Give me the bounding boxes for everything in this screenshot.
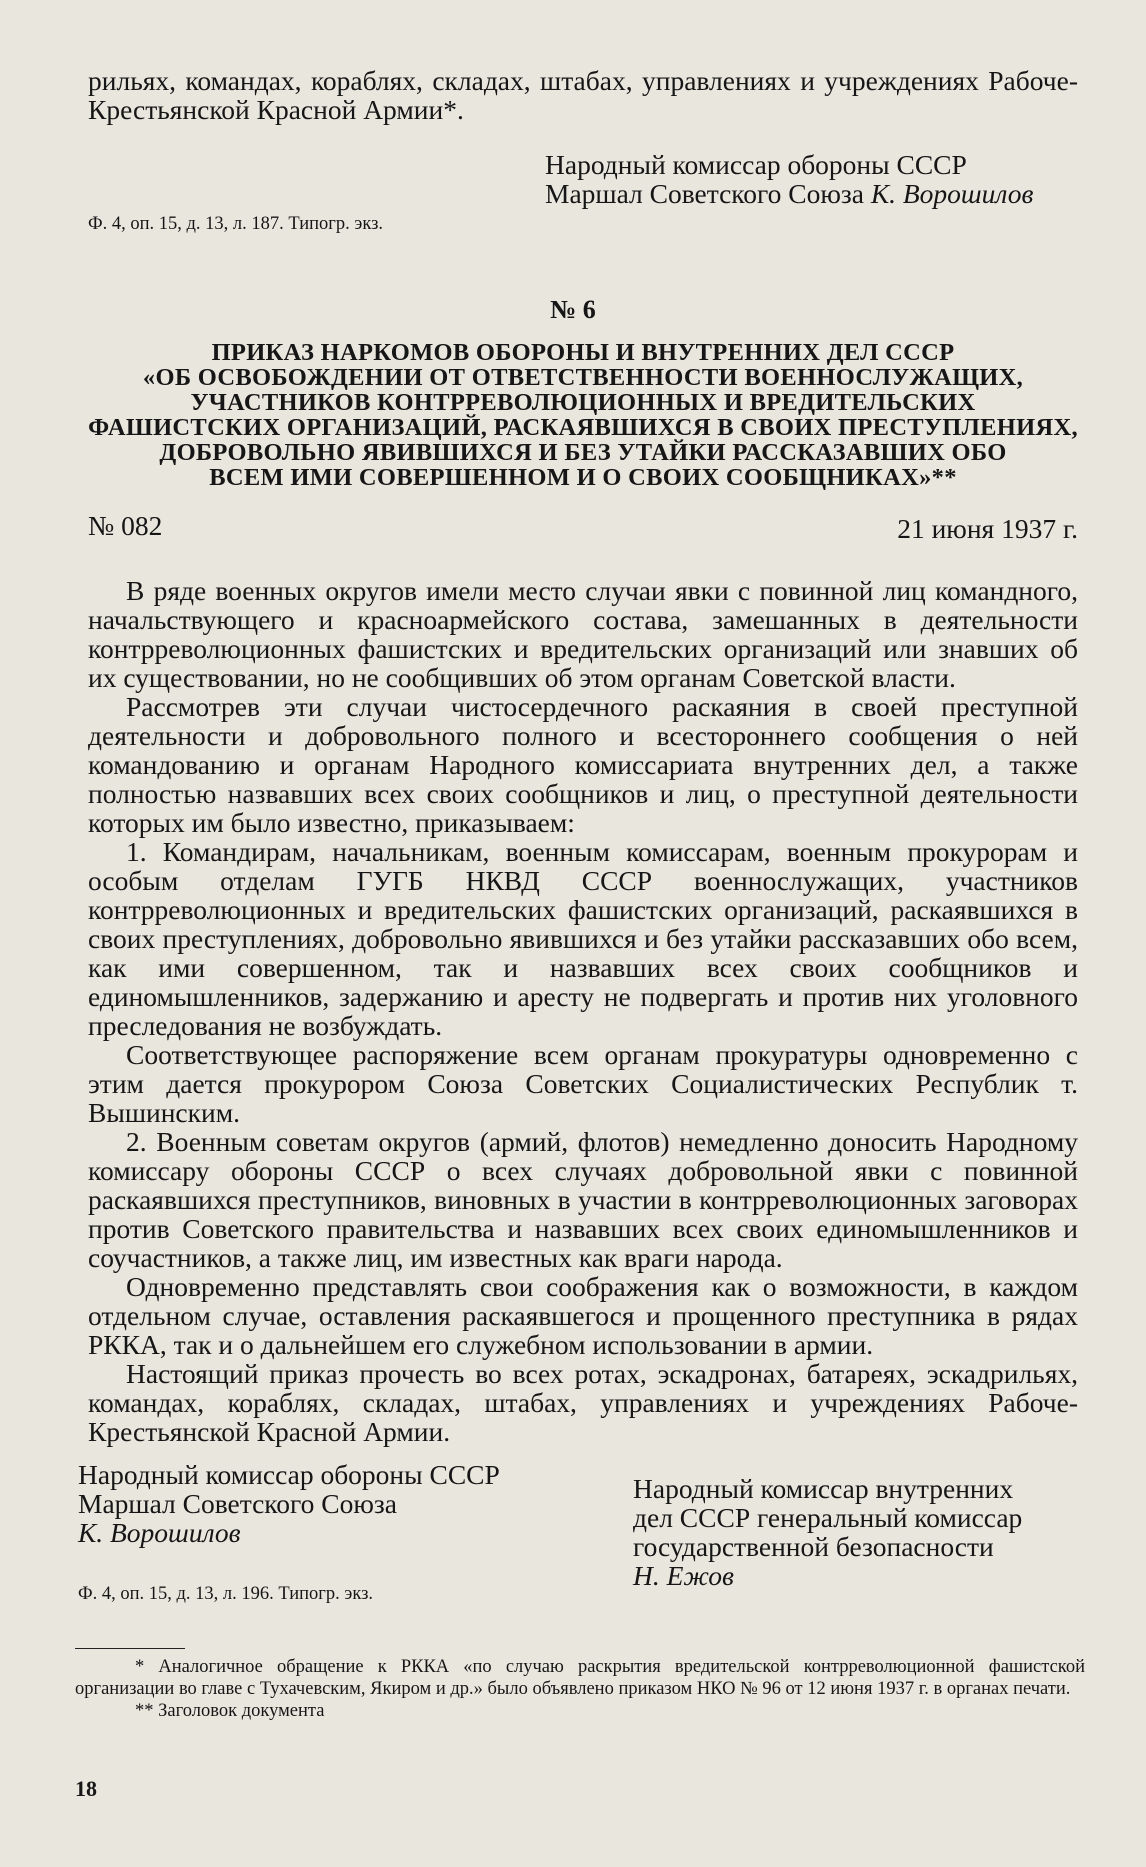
paragraph: Одновременно представлять свои соображения как о возможности, в каждом отдельном случае, оставления раскаявшегося и прощенного преступника в рядах РККА, так и о дальнейшем его служебном использовании в армии. [88, 1271, 1078, 1360]
order-number: № 082 [88, 510, 163, 541]
document-title [88, 340, 1078, 490]
title-line: УЧАСТНИКОВ КОНТРРЕВОЛЮЦИОННЫХ И ВРЕДИТЕЛЬСКИХ [190, 389, 976, 416]
paragraph: Соответствующее распоряжение всем органам прокуратуры одновременно с этим дается прокурором Союза Советских Социалистических Республик т. Вышинским. [88, 1039, 1078, 1128]
title-line: ПРИКАЗ НАРКОМОВ ОБОРОНЫ И ВНУТРЕННИХ ДЕЛ СССР [211, 339, 955, 366]
top-signature-rank [545, 179, 1085, 208]
paragraph: Рассмотрев эти случаи чистосердечного раскаяния в своей преступной деятельности и добровольного полного и всестороннего сообщения о ней командованию и органам Народного комиссариата внутренних дел, а также полностью назвавших всех своих сообщников и лиц, о преступной деятельности которых им было известно, приказываем: [88, 691, 1078, 838]
paragraph: 2. Военным советам округов (армий, флотов) немедленно доносить Народному комиссару обороны СССР о всех случаях добровольной явки с повинной раскаявшихся преступников, виновных в участии в контрреволюционных заговорах против Советского правительства и назвавших всех своих единомышленников и соучастников, а также лиц, им известных как враги народа. [88, 1126, 1078, 1273]
signature-left-name: К. Ворошилов [78, 1517, 241, 1548]
title-line: ДОБРОВОЛЬНО ЯВИВШИХСЯ И БЕЗ УТАЙКИ РАССКАЗАВШИХ ОБО [159, 439, 1007, 466]
paragraph: 1. Командирам, начальникам, военным комиссарам, военным прокурорам и особым отделам ГУГБ НКВД СССР военнослужащих, участников контрреволюционных и вредительских фашистских организаций, раскаявшихся в своих преступлениях, добровольно явившихся и без утайки рассказавших обо всем, как ими совершенном, так и назвавших всех своих сообщников и единомышленников, задержанию и аресту не подвергать и против них уголовного преследования не возбуждать. [88, 836, 1078, 1041]
signature-left-rank: Маршал Советского Союза [78, 1488, 397, 1519]
bottom-source-reference: Ф. 4, оп. 15, д. 13, л. 196. Типогр. экз. [78, 1584, 374, 1604]
signature-right-title-3: государственной безопасности [633, 1531, 994, 1562]
signature-left [78, 1460, 548, 1547]
top-signature-rank-text: Маршал Советского Союза [545, 178, 864, 209]
page-number: 18 [75, 1776, 97, 1801]
top-signature-name: К. Ворошилов [870, 178, 1034, 209]
order-date: 21 июня 1937 г. [897, 513, 1078, 544]
footnote-divider [75, 1648, 185, 1649]
footnote-2: ** Заголовок документа [135, 1701, 325, 1721]
top-signature-title: Народный комиссар обороны СССР [545, 149, 967, 180]
top-signature [545, 150, 1085, 208]
order-body [88, 576, 1078, 1446]
signature-left-title: Народный комиссар обороны СССР [78, 1459, 500, 1490]
footnote-1: * Аналогичное обращение к РККА «по случаю раскрытия вредительской контрреволюционной фашистской организации во главе с Тухачевским, Якиром и др.» было объявлено приказом НКО № 96 от 12 июня 1937 г. в органах печати. [75, 1657, 1085, 1699]
paragraph: Настоящий приказ прочесть во всех ротах, эскадронах, батареях, эскадрильях, командах, кораблях, складах, штабах, управлениях и учреждениях Рабоче-Крестьянской Красной Армии. [88, 1358, 1078, 1447]
title-line: ВСЕМ ИМИ СОВЕРШЕННОМ И О СВОИХ СООБЩНИКАХ»** [209, 464, 957, 491]
signature-right-name: Н. Ежов [633, 1560, 734, 1591]
footnotes [75, 1656, 1085, 1722]
top-paragraph: рильях, командах, кораблях, складах, штабах, управлениях и учреждениях Рабоче-Крестьянской Красной Армии*. [88, 65, 1078, 125]
signature-right-title: Народный комиссар внутренних [633, 1473, 1014, 1504]
top-source-reference: Ф. 4, оп. 15, д. 13, л. 187. Типогр. экз. [88, 214, 384, 234]
document-number: № 6 [550, 295, 596, 324]
signature-right [633, 1474, 1093, 1590]
signature-right-title-2: дел СССР генеральный комиссар [633, 1502, 1023, 1533]
paragraph: В ряде военных округов имели место случаи явки с повинной лиц командного, начальствующего и красноармейского состава, замешанных в деятельности контрреволюционных фашистских и вредительских организаций или знавших об их существовании, но не сообщивших об этом органам Советской власти. [88, 575, 1078, 693]
title-line: ФАШИСТСКИХ ОРГАНИЗАЦИЙ, РАСКАЯВШИХСЯ В СВОИХ ПРЕСТУПЛЕНИЯХ, [88, 414, 1078, 441]
title-line: «ОБ ОСВОБОЖДЕНИИ ОТ ОТВЕТСТВЕННОСТИ ВОЕННОСЛУЖАЩИХ, [142, 364, 1024, 391]
